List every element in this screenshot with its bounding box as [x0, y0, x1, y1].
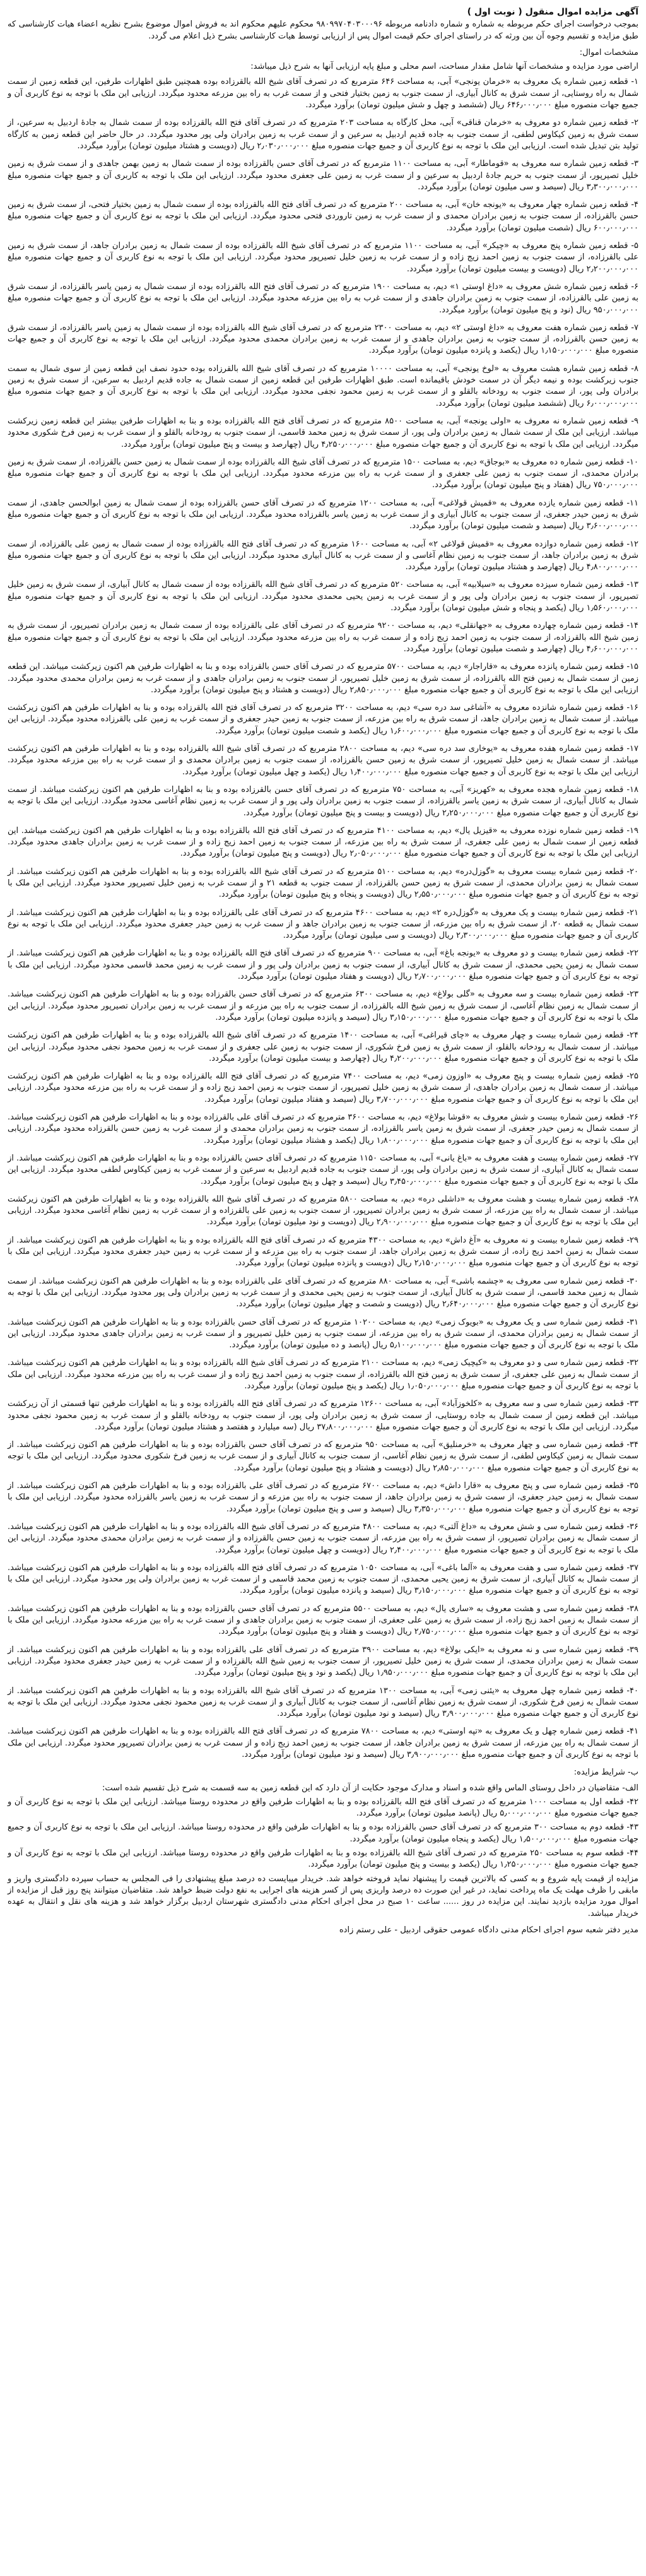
- property-item: ۱۸- قطعه زمین شماره هجده معروف به «کهریز» آبی، به مساحت ۷۵۰ مترمربع که در تصرف آقای حسن بالقرزاده بوده و بنا به اظهارات طرفین هم اکنون زیرکشت میباشد. از سمت شمال به کانال آبیاری، از سمت شرق به زمین یاسر بالقرزاده، از سمت جنوب به زمین برادران ولی پور و از سمت غرب به زمین نظام آغاسی محدود میگردد. ارزیابی این ملک با توجه به نوع کاربری آن و جمیع جهات منصوره مبلغ ۲٫۲۵۰٫۰۰۰٫۰۰۰ ریال (دویست و بیست و پنج میلیون تومان) برآورد میگردد.: [8, 784, 639, 818]
- property-item: ۶- قطعه زمین شماره شش معروف به «داغ اوستی ۱» دیم، به مساحت ۱۹۰۰ مترمربع که در تصرف آقای فتح الله بالقرزاده بوده از سمت شمال به زمین یاسر بالقرزاده، از سمت شرق به زمین علی بالقرزاده، از سمت جنوب به زمین برادران جاهدی و از سمت غرب به راه بین مزرعه محدود میگردد. ارزیابی این ملک با توجه به نوع کاربری آن و جمیع جهات منصوره مبلغ ۹۵۰٫۰۰۰٫۰۰۰ ریال (نود و پنج میلیون تومان) برآورد میگردد.: [8, 281, 638, 315]
- property-item: ۳۸- قطعه زمین شماره سی و هشت معروف به «سارى يال» دیم، به مساحت ۵۵۰۰ مترمربع که در تصرف آقای حسن بالقرزاده بوده و بنا به اظهارات طرفین هم اکنون زیرکشت میباشد. از سمت شمال به زمین احمد زیج زاده، از سمت شرق به زمین علی جعفری، از سمت جنوب به زمین برادران جاهدی و از سمت غرب به راه بین مزرعه محدود میگردد. ارزیابی این ملک با توجه به نوع کاربری آن و جمیع جهات منصوره مبلغ ۲٫۷۵۰٫۰۰۰٫۰۰۰ ریال (دویست و هفتاد و پنج میلیون تومان) برآورد میگردد.: [8, 1604, 638, 1637]
- auction-terms: [8, 1767, 638, 1920]
- property-item: ۲- قطعه زمین شماره دو معروف به «خرمان قناقی» آبی، محل کارگاه به مساحت ۲۰۳ مترمربع که در تصرف آقای فتح الله بالقرزاده بوده از سمت شمال به جادهٔ اردبیل به سرعین، از سمت شرق به زمین کیکاوس لطفی، از سمت جنوب به جاده قدیم اردبیل به سرعین و از سمت غرب به زمین برادران ولی پور محدود میگردد. در حال حاضر این قطعه زمین به کارگاه تولید بتن تبدیل شده است. ارزیابی این ملک با توجه به نوع کاربری آن و جمیع جهات منصوره مبلغ ۲٫۰۳۰٫۰۰۰٫۰۰۰ ریال (دویست و هشتاد میلیون تومان) برآورد میگردد.: [8, 118, 638, 151]
- property-item: ۳۳- قطعه زمین شماره سی و سه معروف به «کلخوزآباد» آبی، به مساحت ۱۲۶۰۰ مترمربع که در تصرف آقای فتح الله بالقرزاده بوده و بنا به اظهارات طرفین تنها قسمتی از آن زیرکشت میباشد. این قطعه زمین از سمت شمال به جاده روستایی، از سمت شرق به زمین برادران ولی پور، از سمت جنوب به رودخانه بالقلو و از سمت غرب به زمین محمود نجفی محدود میگردد. ارزیابی این ملک با توجه به نوع کاربری آن و جمیع جهات منصوره مبلغ ۳۷٫۸۰۰٫۰۰۰٫۰۰۰ ریال (سه میلیارد و هفتصد و هشتاد میلیون تومان) برآورد میگردد.: [8, 1399, 638, 1432]
- terms-condition: ۴۴- قطعه سوم به مساحت ۲۵۰ مترمربع که در تصرف آقای شیخ الله بالقرزاده بوده و بنا به اظهارات طرفین واقع در محدوده روستا میباشد. ارزیابی این ملک با توجه به نوع کاربری آن و جمیع جهات منصوره مبلغ ۱٫۲۵۰٫۰۰۰٫۰۰۰ ریال (یکصد و بیست و پنج میلیون تومان) برآورد میگردد.: [8, 1848, 639, 1870]
- property-item: ۵- قطعه زمین شماره پنج معروف به «چیکر» آبی، به مساحت ۱۱۰۰ مترمربع که در تصرف آقای شیخ الله بالقرزاده بوده از سمت شمال به زمین برادران جاهد، از سمت شرق به زمین علی بالقرزاده، از سمت جنوب به زمین احمد زیج زاده و از سمت غرب به زمین خلیل تصیرپور محدود میگردد. ارزیابی این ملک با توجه به نوع کاربری آن و جمیع جهات منصوره مبلغ ۲٫۲۰۰٫۰۰۰٫۰۰۰ ریال (دویست و بیست میلیون تومان) برآورد میگردد.: [8, 241, 638, 274]
- property-item: ۱- قطعه زمین شماره یک معروف به «خرمان یونجی» آبی، به مساحت ۶۴۶ مترمربع که در تصرف آقای شیخ الله بالقرزاده بوده همچنین طبق اظهارات طرفین، این قطعه زمین از سمت شمال به راه روستایی، از سمت شرق به کانال آبیاری، از سمت جنوب به زمین بختیار فتحی و از سمت غرب به راه بین مزرعه محدود میگردد. ارزیابی این ملک با توجه به نوع کاربری آن و جمیع جهات منصوره مبلغ ۶۴۶٫۰۰۰٫۰۰۰ ریال (ششصد و چهل و شش میلیون تومان) برآورد میگردد.: [8, 77, 639, 110]
- property-item: ۲۹- قطعه زمین شماره بیست و نه معروف به «آغ داش» دیم، به مساحت ۴۳۰۰ مترمربع که در تصرف آقای فتح الله بالقرزاده بوده و بنا به اظهارات طرفین هم اکنون زیرکشت میباشد. از سمت شمال به زمین احمد زیج زاده، از سمت شرق به زمین برادران جاهد، از سمت جنوب به راه بین مزرعه و از سمت غرب به زمین حیدر جعفری محدود میگردد. ارزیابی این ملک با توجه به نوع کاربری آن و جمیع جهات منصوره مبلغ ۲٫۱۵۰٫۰۰۰٫۰۰۰ ریال (دویست و پانزده میلیون تومان) برآورد میگردد.: [8, 1235, 638, 1268]
- property-item: ۲۳- قطعه زمین شماره بیست و سه معروف به «گلی بولاغ» دیم، به مساحت ۶۳۰۰ مترمربع که در تصرف آقای حسن بالقرزاده بوده و بنا به اظهارات طرفین هم اکنون زیرکشت میباشد. از سمت شمال به زمین نظام آغاسی، از سمت شرق به زمین شیخ الله بالقرزاده، از سمت جنوب به راه بین مزرعه و از سمت غرب به زمین برادران تصیرپور محدود میگردد. ارزیابی این ملک با توجه به نوع کاربری آن و جمیع جهات منصوره مبلغ ۳٫۱۵۰٫۰۰۰٫۰۰۰ ریال (سیصد و پانزده میلیون تومان) برآورد میگردد.: [8, 990, 638, 1022]
- terms-heading: ب- شرایط مزایده:: [573, 1768, 638, 1778]
- property-item: ۳۶- قطعه زمین شماره سی و شش معروف به «داغ آلتی» دیم، به مساحت ۴۸۰۰ مترمربع که در تصرف آقای شیخ الله بالقرزاده بوده و بنا به اظهارات طرفین هم اکنون زیرکشت میباشد. از سمت شمال به زمین برادران تصیرپور، از سمت شرق به راه بین مزرعه، از سمت جنوب به زمین حسن بالقرزاده و از سمت غرب به زمین برادران محمدی محدود میگردد. ارزیابی این ملک با توجه به نوع کاربری آن و جمیع جهات منصوره مبلغ ۲٫۴۰۰٫۰۰۰٫۰۰۰ ریال (دویست و چهل میلیون تومان) برآورد میگردد.: [8, 1521, 638, 1555]
- property-item: ۲۵- قطعه زمین شماره بیست و پنج معروف به «اوزون زمی» دیم، به مساحت ۷۴۰۰ مترمربع که در تصرف آقای فتح الله بالقرزاده بوده و بنا به اظهارات طرفین هم اکنون زیرکشت میباشد. از سمت شمال به زمین برادران جاهدی، از سمت شرق به زمین خلیل تصیرپور، از سمت جنوب به زمین احمد زیج زاده و از سمت غرب به راه بین مزرعه محدود میگردد. ارزیابی این ملک با توجه به نوع کاربری آن و جمیع جهات منصوره مبلغ ۳٫۷۰۰٫۰۰۰٫۰۰۰ ریال (سیصد و هفتاد میلیون تومان) برآورد میگردد.: [8, 1072, 639, 1104]
- specs-heading: مشخصات اموال:: [579, 47, 638, 57]
- property-item: ۲۷- قطعه زمین شماره بیست و هفت معروف به «باغ یانی» آبی، به مساحت ۱۱۵۰ مترمربع که در تصرف آقای حسن بالقرزاده بوده و بنا به اظهارات طرفین هم اکنون زیرکشت میباشد. از سمت شمال به کانال آبیاری، از سمت شرق به زمین برادران ولی پور، از سمت جنوب به جاده قدیم اردبیل به سرعین و از سمت غرب به زمین کیکاوس لطفی محدود میگردد. ارزیابی این ملک با توجه به نوع کاربری آن و جمیع جهات منصوره مبلغ ۳٫۴۵۰٫۰۰۰٫۰۰۰ ریال (سیصد و چهل و پنج میلیون تومان) برآورد میگردد.: [8, 1153, 638, 1186]
- terms-condition: ۴۲- قطعه اول به مساحت ۱۰۰۰ مترمربع که در تصرف آقای فتح الله بالقرزاده بوده و بنا به اظهارات طرفین واقع در محدوده روستا میباشد. ارزیابی این ملک با توجه به نوع کاربری آن و جمیع جهات منصوره مبلغ ۵٫۰۰۰٫۰۰۰٫۰۰۰ ریال (پانصد میلیون تومان) برآورد میگردد.: [8, 1797, 638, 1819]
- property-item: ۴- قطعه زمین شماره چهار معروف به «یونجه خان» آبی، به مساحت ۲۰۰ مترمربع که در تصرف آقای فتح الله بالقرزاده بوده از سمت شمال به زمین بختیار فتحی، از سمت شرق به زمین حسن بالقرزاده، از سمت جنوب به زمین برادران محمدی و از سمت غرب به زمین تاروردی فتحی محدود میگردد. ارزیابی این ملک با توجه به نوع کاربری آن و جمیع جهات منصوره مبلغ ۶۰۰٫۰۰۰٫۰۰۰ ریال (شصت میلیون تومان) برآورد میگردد.: [8, 200, 638, 233]
- property-item: ۲۲- قطعه زمین شماره بیست و دو معروف به «یونجه باغ» آبی، به مساحت ۹۰۰ مترمربع که در تصرف آقای فتح الله بالقرزاده بوده و بنا به اظهارات طرفین هم اکنون زیرکشت میباشد. از سمت شمال به زمین یحیی محمدی، از سمت شرق به کانال آبیاری، از سمت جنوب به زمین برادران ولی پور و از سمت غرب به زمین محمد قاسمی محدود میگردد. ارزیابی این ملک با توجه به نوع کاربری آن و جمیع جهات منصوره مبلغ ۲٫۷۰۰٫۰۰۰٫۰۰۰ ریال (دویست و هفتاد میلیون تومان) برآورد میگردد.: [8, 948, 638, 982]
- property-item: ۱۲- قطعه زمین شماره دوازده معروف به «قمیش قولاغی ۲» آبی، به مساحت ۱۶۰۰ مترمربع که در تصرف آقای فتح الله بالقرزاده بوده از سمت شمال به زمین علی بالقرزاده، از سمت شرق به زمین برادران جاهد، از سمت جنوب به زمین نظام آغاسی و از سمت غرب به کانال آبیاری محدود میگردد. ارزیابی این ملک با توجه به نوع کاربری آن و جمیع جهات منصوره مبلغ ۴٫۸۰۰٫۰۰۰٫۰۰۰ ریال (چهارصد و هشتاد میلیون تومان) برآورد میگردد.: [8, 539, 639, 572]
- property-item: ۲۶- قطعه زمین شماره بیست و شش معروف به «قوشا بولاغ» دیم، به مساحت ۳۶۰۰ مترمربع که در تصرف آقای علی بالقرزاده بوده و بنا به اظهارات طرفین هم اکنون زیرکشت میباشد. از سمت شمال به زمین حیدر جعفری، از سمت شرق به زمین یاسر بالقرزاده، از سمت جنوب به زمین برادران محمدی و از سمت غرب به زمین حسن بالقرزاده محدود میگردد. ارزیابی این ملک با توجه به نوع کاربری آن و جمیع جهات منصوره مبلغ ۱٫۸۰۰٫۰۰۰٫۰۰۰ ریال (یکصد و هشتاد میلیون تومان) برآورد میگردد.: [8, 1113, 638, 1145]
- property-item: ۱۹- قطعه زمین شماره نوزده معروف به «قیزیل یال» دیم، به مساحت ۴۱۰۰ مترمربع که در تصرف آقای فتح الله بالقرزاده بوده و بنا به اظهارات طرفین هم اکنون زیرکشت میباشد. این قطعه زمین از سمت شمال به زمین علی جعفری، از سمت شرق به راه بین مزرعه، از سمت جنوب به زمین احمد زیج زاده و از سمت غرب به زمین برادران جاهدی محدود میگردد. ارزیابی این ملک با توجه به نوع کاربری آن و جمیع جهات منصوره مبلغ ۲٫۰۵۰٫۰۰۰٫۰۰۰ ریال (دویست و پنج میلیون تومان) برآورد میگردد.: [8, 825, 638, 859]
- terms-condition: مزایده از قیمت پایه شروع و به کسی که بالاترین قیمت را پیشنهاد نماید فروخته خواهد شد. خریدار میبایست ده درصد مبلغ پیشنهادی را فی المجلس به حساب سپرده دادگستری واریز و مابقی را ظرف مهلت یک ماه پرداخت نماید، در غیر این صورت ده درصد واریزی پس از کسر هزینه های اجرایی به نفع دولت ضبط خواهد شد. متقاضیان میتوانند پنج روز قبل از مزایده از اموال مورد مزایده بازدید نمایند. این مزایده در روز ...... ساعت ۱۰ صبح در محل اجرای احکام مدنی دادگستری شهرستان اردبیل برگزار خواهد شد و هزینه های نقل و انتقال به عهده خریدار میباشد.: [8, 1874, 638, 1918]
- property-list: [8, 76, 638, 1761]
- specs-subheading: اراضی مورد مزایده و مشخصات آنها شامل مقدار مساحت، اسم محلی و مبلغ پایه ارزیابی آنها به شرح ذیل میباشد:: [250, 62, 638, 72]
- property-item: ۲۸- قطعه زمین شماره بیست و هشت معروف به «داشلی دره» دیم، به مساحت ۵۸۰۰ مترمربع که در تصرف آقای شیخ الله بالقرزاده بوده و بنا به اظهارات طرفین هم اکنون زیرکشت میباشد. از سمت شمال به راه بین مزرعه، از سمت شرق به زمین برادران تصیرپور، از سمت جنوب به زمین علی بالقرزاده و از سمت غرب به زمین نظام آغاسی محدود میگردد. ارزیابی این ملک با توجه به نوع کاربری آن و جمیع جهات منصوره مبلغ ۲٫۹۰۰٫۰۰۰٫۰۰۰ ریال (دویست و نود میلیون تومان) برآورد میگردد.: [8, 1194, 638, 1227]
- property-item: ۲۴- قطعه زمین شماره بیست و چهار معروف به «چای قیراغی» آبی، به مساحت ۱۴۰۰ مترمربع که در تصرف آقای شیخ الله بالقرزاده بوده و بنا به اظهارات طرفین هم اکنون زیرکشت میباشد. از سمت شمال به رودخانه بالقلو، از سمت شرق به زمین فرخ شکوری، از سمت جنوب به زمین علی جعفری و از سمت غرب به زمین محمود نجفی محدود میگردد. ارزیابی این ملک با توجه به نوع کاربری آن و جمیع جهات منصوره مبلغ ۴٫۲۰۰٫۰۰۰٫۰۰۰ ریال (چهارصد و بیست میلیون تومان) برآورد میگردد.: [8, 1031, 638, 1063]
- property-item: ۳۴- قطعه زمین شماره سی و چهار معروف به «خرمنلیق» آبی، به مساحت ۹۵۰ مترمربع که در تصرف آقای حسن بالقرزاده بوده و بنا به اظهارات طرفین هم اکنون زیرکشت میباشد. از سمت شمال به زمین کیکاوس لطفی، از سمت شرق به زمین نظام آغاسی، از سمت جنوب به کانال آبیاری و از سمت غرب به زمین فرخ شکوری محدود میگردد. ارزیابی این ملک با توجه به نوع کاربری آن و جمیع جهات منصوره مبلغ ۲٫۸۵۰٫۰۰۰٫۰۰۰ ریال (دویست و هشتاد و پنج میلیون تومان) برآورد میگردد.: [8, 1440, 638, 1473]
- notice-title: آگهی مزایده اموال منقول ( نوبت اول ): [467, 7, 638, 17]
- property-item: ۷- قطعه زمین شماره هفت معروف به «داغ اوستی ۲» دیم، به مساحت ۲۳۰۰ مترمربع که در تصرف آقای شیخ الله بالقرزاده بوده از سمت شمال به زمین یاسر بالقرزاده، از سمت شرق به زمین حسن بالقرزاده، از سمت جنوب به زمین برادران جاهدی و از سمت غرب به زمین برادران محمدی محدود میگردد. ارزیابی این ملک با توجه به نوع کاربری آن و جمیع جهات منصوره مبلغ ۱٫۱۵۰٫۰۰۰٫۰۰۰ ریال (یکصد و پانزده میلیون تومان) برآورد میگردد.: [8, 322, 639, 356]
- property-item: ۳۲- قطعه زمین شماره سی و دو معروف به «کیچیک زمی» دیم، به مساحت ۲۱۰۰ مترمربع که در تصرف آقای شیخ الله بالقرزاده بوده و بنا به اظهارات طرفین هم اکنون زیرکشت میباشد. از سمت شمال به زمین علی جعفری، از سمت شرق به زمین فتح الله بالقرزاده، از سمت جنوب به زمین احمد زیج زاده و از سمت غرب به راه بین مزرعه محدود میگردد. ارزیابی این ملک با توجه به نوع کاربری آن و جمیع جهات منصوره مبلغ ۱٫۰۵۰٫۰۰۰٫۰۰۰ ریال (یکصد و پنج میلیون تومان) برآورد میگردد.: [8, 1358, 638, 1391]
- property-item: ۸- قطعه زمین شماره هشت معروف به «لوخ یونجی» آبی، به مساحت ۱۰۰۰۰ مترمربع که در تصرف آقای شیخ الله بالقرزاده بوده حدود نصف این قطعه زمین از سوی شمال به سمت جنوب زیرکشت بوده و نیمه دیگر آن در سمت خودش باقیمانده است. طبق اظهارات طرفین این قطعه زمین از سمت شمال به جاده قدیم اردبیل به سرعین، از سمت شرق به زمین برادران ولی پور، از سمت جنوب به رودخانه بالقلو و از سمت غرب به زمین محمود نجفی محدود میگردد. ارزیابی این ملک با توجه به نوع کاربری آن و جمیع جهات منصوره مبلغ ۶٫۰۰۰٫۰۰۰٫۰۰۰ ریال (ششصد میلیون تومان) برآورد میگردد.: [8, 363, 638, 408]
- property-item: ۳- قطعه زمین شماره سه معروف به «قوماطار» آبی، به مساحت ۱۱۰۰ مترمربع که در تصرف آقای حسن بالقرزاده بوده از سمت شمال به زمین بهمن جاهدی و از سمت شرق به زمین خلیل تصیرپور، از سمت جنوب به حریم جادهٔ اردبیل به سرعین و از سمت غرب به زمین علی جعفری محدود میگردد. ارزیابی این ملک با توجه به کاربری آن و جمیع جهات منصوره مبلغ ۳٫۳۰۰٫۰۰۰٫۰۰۰ ریال (سیصد و سی میلیون تومان) برآورد میگردد.: [8, 159, 638, 192]
- terms-note: الف- متقاضیان در داخل روستای الماس واقع شده و اسناد و مدارک موجود حکایت از آن دارد که این قطعه زمین به سه قسمت به شرح ذیل تقسیم شده است:: [102, 1783, 638, 1793]
- property-item: ۴۱- قطعه زمین شماره چهل و یک معروف به «تپه اوستی» دیم، به مساحت ۷۸۰۰ مترمربع که در تصرف آقای فتح الله بالقرزاده بوده و بنا به اظهارات طرفین هم اکنون زیرکشت میباشد. از سمت شمال به راه بین مزرعه، از سمت شرق به زمین برادران جاهد، از سمت جنوب به زمین احمد زیج زاده و از سمت غرب به زمین برادران تصیرپور محدود میگردد. ارزیابی این ملک با توجه به نوع کاربری آن و جمیع جهات منصوره مبلغ ۳٫۹۰۰٫۰۰۰٫۰۰۰ ریال (سیصد و نود میلیون تومان) برآورد میگردد.: [8, 1727, 638, 1759]
- property-item: ۹- قطعه زمین شماره نه معروف به «اولی یونجه» آبی، به مساحت ۸۵۰۰ مترمربع که در تصرف آقای فتح الله بالقرزاده بوده و بنا به اظهارات طرفین بیشتر این قطعه زمین زیرکشت میباشد. ارزیابی این ملک از سمت شمال به زمین برادران ولی پور، از سمت شرق به زمین محمد قاسمی، از سمت جنوب به رودخانه بالقلو و از سمت غرب به زمین فرخ شکوری محدود میگردد. ارزیابی این ملک با توجه به نوع کاربری آن و جمیع جهات منصوره مبلغ ۴٫۲۵۰٫۰۰۰٫۰۰۰ ریال (چهارصد و بیست و پنج میلیون تومان) برآورد میگردد.: [8, 416, 638, 449]
- property-item: ۱۱- قطعه زمین شماره یازده معروف به «قمیش قولاغی» آبی، به مساحت ۱۲۰۰ مترمربع که در تصرف آقای حسن بالقرزاده بوده از سمت شمال به زمین ابوالحسن جاهدی، از سمت شرق به زمین حیدر جعفری، از سمت جنوب به کانال آبیاری و از سمت غرب به زمین یاسر بالقرزاده محدود میگردد. ارزیابی این ملک با توجه به نوع کاربری آن و جمیع جهات منصوره مبلغ ۳٫۶۰۰٫۰۰۰٫۰۰۰ ریال (سیصد و شصت میلیون تومان) برآورد میگردد.: [8, 498, 638, 531]
- property-item: ۱۳- قطعه زمین شماره سیزده معروف به «سیلابیه» آبی، به مساحت ۵۲۰ مترمربع که در تصرف آقای شیخ الله بالقرزاده بوده از سمت شمال به کانال آبیاری، از سمت شرق به زمین خلیل تصیرپور، از سمت جنوب به زمین برادران ولی پور و از سمت غرب به زمین یحیی محمدی محدود میگردد. ارزیابی این ملک با توجه به نوع کاربری آن و جمیع جهات منصوره مبلغ ۱٫۵۶۰٫۰۰۰٫۰۰۰ ریال (یکصد و پنجاه و شش میلیون تومان) برآورد میگردد.: [8, 580, 638, 613]
- terms-condition: ۴۳- قطعه دوم به مساحت ۳۰۰ مترمربع که در تصرف آقای حسن بالقرزاده بوده و بنا به اظهارات طرفین واقع در محدوده روستا میباشد. ارزیابی این ملک با توجه به نوع کاربری آن و جمیع جهات منصوره مبلغ ۱٫۵۰۰٫۰۰۰٫۰۰۰ ریال (یکصد و پنجاه میلیون تومان) برآورد میگردد.: [8, 1823, 639, 1844]
- property-item: ۱۰- قطعه زمین شماره ده معروف به «بوجاق» دیم، به مساحت ۱۵۰۰ مترمربع که در تصرف آقای شیخ الله بالقرزاده بوده از سمت شمال به زمین حسن بالقرزاده، از سمت شرق به زمین برادران محمدی، از سمت جنوب به زمین علی جعفری و از سمت غرب به راه بین مزرعه محدود میگردد. ارزیابی این ملک با توجه به نوع کاربری آن و جمیع جهات منصوره مبلغ ۷۵۰٫۰۰۰٫۰۰۰ ریال (هفتاد و پنج میلیون تومان) برآورد میگردد.: [8, 457, 639, 490]
- property-item: ۳۹- قطعه زمین شماره سی و نه معروف به «ایکی بولاغ» دیم، به مساحت ۳۹۰۰ مترمربع که در تصرف آقای علی بالقرزاده بوده و بنا به اظهارات طرفین هم اکنون زیرکشت میباشد. از سمت شمال به زمین برادران محمدی، از سمت شرق به زمین خلیل تصیرپور، از سمت جنوب به زمین شیخ الله بالقرزاده و از سمت غرب به زمین حیدر جعفری محدود میگردد. ارزیابی این ملک با توجه به نوع کاربری آن و جمیع جهات منصوره مبلغ ۱٫۹۵۰٫۰۰۰٫۰۰۰ ریال (یکصد و نود و پنج میلیون تومان) برآورد میگردد.: [8, 1645, 638, 1678]
- property-item: ۳۰- قطعه زمین شماره سی معروف به «چشمه باشی» آبی، به مساحت ۸۸۰ مترمربع که در تصرف آقای علی بالقرزاده بوده و بنا به اظهارات طرفین هم اکنون زیرکشت میباشد. از سمت شمال به زمین محمد قاسمی، از سمت شرق به کانال آبیاری، از سمت جنوب به زمین یحیی محمدی و از سمت غرب به زمین برادران ولی پور محدود میگردد. ارزیابی این ملک با توجه به نوع کاربری آن و جمیع جهات منصوره مبلغ ۲٫۶۴۰٫۰۰۰٫۰۰۰ ریال (دویست و شصت و چهار میلیون تومان) برآورد میگردد.: [8, 1276, 638, 1309]
- property-item: ۲۱- قطعه زمین شماره بیست و یک معروف به «گوزل‌دره ۲» دیم، به مساحت ۴۶۰۰ مترمربع که در تصرف آقای علی بالقرزاده بوده و بنا به اظهارات طرفین هم اکنون زیرکشت میباشد. از سمت شمال به قطعه ۲۰، از سمت شرق به راه بین مزرعه، از سمت جنوب به زمین برادران جاهد و از سمت غرب به زمین حیدر جعفری محدود میگردد. ارزیابی این ملک با توجه به نوع کاربری آن و جمیع جهات منصوره مبلغ ۲٫۳۰۰٫۰۰۰٫۰۰۰ ریال (دویست و سی میلیون تومان) برآورد میگردد.: [8, 907, 639, 941]
- property-item: ۱۶- قطعه زمین شماره شانزده معروف به «آشاغی سد دره سی» دیم، به مساحت ۳۲۰۰ مترمربع که در تصرف آقای فتح الله بالقرزاده بوده و بنا به اظهارات طرفین هم اکنون زیرکشت میباشد. از سمت شمال به زمین برادران جاهد، از سمت شرق به راه بین مزرعه، از سمت جنوب به زمین حیدر جعفری و از سمت غرب به زمین علی بالقرزاده محدود میگردد. ارزیابی این ملک با توجه به نوع کاربری آن و جمیع جهات منصوره مبلغ ۱٫۶۰۰٫۰۰۰٫۰۰۰ ریال (یکصد و شصت میلیون تومان) برآورد میگردد.: [8, 703, 639, 736]
- property-item: ۱۷- قطعه زمین شماره هفده معروف به «یوخاری سد دره سی» دیم، به مساحت ۲۸۰۰ مترمربع که در تصرف آقای شیخ الله بالقرزاده بوده و بنا به اظهارات طرفین هم اکنون زیرکشت میباشد. از سمت شمال به زمین خلیل تصیرپور، از سمت شرق به زمین حسن بالقرزاده، از سمت جنوب به زمین برادران محمدی و از سمت غرب به راه بین مزرعه محدود میگردد. ارزیابی این ملک با توجه به نوع کاربری آن و جمیع جهات منصوره مبلغ ۱٫۴۰۰٫۰۰۰٫۰۰۰ ریال (یکصد و چهل میلیون تومان) برآورد میگردد.: [8, 744, 638, 777]
- property-item: ۲۰- قطعه زمین شماره بیست معروف به «گوزل‌دره» دیم، به مساحت ۵۱۰۰ مترمربع که در تصرف آقای شیخ الله بالقرزاده بوده و بنا به اظهارات طرفین هم اکنون زیرکشت میباشد. از سمت شمال به زمین برادران محمدی، از سمت شرق به زمین حسن بالقرزاده، از سمت جنوب به قطعه ۲۱ و از سمت غرب به زمین خلیل تصیرپور محدود میگردد. ارزیابی این ملک با توجه به نوع کاربری آن و جمیع جهات منصوره مبلغ ۲٫۵۵۰٫۰۰۰٫۰۰۰ ریال (دویست و پنجاه و پنج میلیون تومان) برآورد میگردد.: [8, 866, 638, 900]
- intro-paragraph: بموجب درخواست اجرای حکم مربوطه به شماره و شماره دادنامه مربوطه ۹۸۰۹۹۷۰۴۰۳۰۰۰۹۶ محکوم علیهم محکوم اند به فروش اموال موضوع بشرح نظریه اعضاء هیات کارشناسی که طبق مزایده و تقسیم وجوه آن بین ورثه که در راستای اجرای حکم قیمت اموال پس از ارزیابی توسط هیات کارشناسی بشرح ذیل اعلام می گردد.: [8, 20, 638, 41]
- property-item: ۴۰- قطعه زمین شماره چهل معروف به «یئنی زمی» آبی، به مساحت ۱۳۰۰ مترمربع که در تصرف آقای شیخ الله بالقرزاده بوده و بنا به اظهارات طرفین هم اکنون زیرکشت میباشد. از سمت شمال به زمین فرخ شکوری، از سمت شرق به زمین نظام آغاسی، از سمت جنوب به کانال آبیاری و از سمت غرب به زمین محمود نجفی محدود میگردد. ارزیابی این ملک با توجه به نوع کاربری آن و جمیع جهات منصوره مبلغ ۳٫۹۰۰٫۰۰۰٫۰۰۰ ریال (سیصد و نود میلیون تومان) برآورد میگردد.: [8, 1686, 638, 1719]
- property-item: ۱۵- قطعه زمین شماره پانزده معروف به «قاراجار» دیم، به مساحت ۵۷۰۰ مترمربع که در تصرف آقای حسن بالقرزاده بوده و بنا به اظهارات طرفین هم اکنون زیرکشت میباشد. این قطعه زمین از سمت شمال به زمین فتح الله بالقرزاده، از سمت شرق به زمین خلیل تصیرپور، از سمت جنوب به زمین برادران جاهدی و از سمت غرب به زمین برادران محمدی محدود میگردد. ارزیابی این ملک با توجه به نوع کاربری آن و جمیع جهات منصوره مبلغ ۲٫۸۵۰٫۰۰۰٫۰۰۰ ریال (دویست و هشتاد و پنج میلیون تومان) برآورد میگردد.: [8, 662, 638, 695]
- property-item: ۳۷- قطعه زمین شماره سی و هفت معروف به «آلما باغی» آبی، به مساحت ۱۰۵۰ مترمربع که در تصرف آقای فتح الله بالقرزاده بوده و بنا به اظهارات طرفین هم اکنون زیرکشت میباشد. از سمت شمال به کانال آبیاری، از سمت شرق به زمین یحیی محمدی، از سمت جنوب به زمین محمد قاسمی و از سمت غرب به زمین برادران ولی پور محدود میگردد. ارزیابی این ملک با توجه به نوع کاربری آن و جمیع جهات منصوره مبلغ ۳٫۱۵۰٫۰۰۰٫۰۰۰ ریال (سیصد و پانزده میلیون تومان) برآورد میگردد.: [8, 1563, 638, 1596]
- property-item: ۱۴- قطعه زمین شماره چهارده معروف به «جهانقلی» دیم، به مساحت ۹۲۰۰ مترمربع که در تصرف آقای علی بالقرزاده بوده از سمت شمال به زمین برادران تصیرپور، از سمت شرق به زمین شیخ الله بالقرزاده، از سمت جنوب به زمین احمد زیج زاده و از سمت غرب به راه بین مزرعه محدود میگردد. ارزیابی این ملک با توجه به نوع کاربری آن و جمیع جهات منصوره مبلغ ۴٫۶۰۰٫۰۰۰٫۰۰۰ ریال (چهارصد و شصت میلیون تومان) برآورد میگردد.: [8, 621, 639, 654]
- property-item: ۳۱- قطعه زمین شماره سی و یک معروف به «بویوک زمی» دیم، به مساحت ۱۰۲۰۰ مترمربع که در تصرف آقای حسن بالقرزاده بوده و بنا به اظهارات طرفین هم اکنون زیرکشت میباشد. از سمت شمال به زمین برادران محمدی، از سمت شرق به راه بین مزرعه، از سمت جنوب به زمین خلیل تصیرپور و از سمت غرب به زمین برادران جاهدی محدود میگردد. ارزیابی این ملک با توجه به نوع کاربری آن و جمیع جهات منصوره مبلغ ۵٫۱۰۰٫۰۰۰٫۰۰۰ ریال (پانصد و ده میلیون تومان) برآورد میگردد.: [8, 1317, 638, 1350]
- signature-line: مدیر دفتر شعبه سوم اجرای احکام مدنی دادگاه عمومی حقوقی اردبیل - علی رستم زاده: [339, 1925, 638, 1935]
- property-item: ۳۵- قطعه زمین شماره سی و پنج معروف به «قارا داش» دیم، به مساحت ۶۷۰۰ مترمربع که در تصرف آقای علی بالقرزاده بوده و بنا به اظهارات طرفین هم اکنون زیرکشت میباشد. از سمت شمال به زمین حیدر جعفری، از سمت شرق به زمین برادران جاهد، از سمت جنوب به راه بین مزرعه و از سمت غرب به زمین یاسر بالقرزاده محدود میگردد. ارزیابی این ملک با توجه به نوع کاربری آن و جمیع جهات منصوره مبلغ ۳٫۳۵۰٫۰۰۰٫۰۰۰ ریال (سیصد و سی و پنج میلیون تومان) برآورد میگردد.: [8, 1481, 638, 1514]
